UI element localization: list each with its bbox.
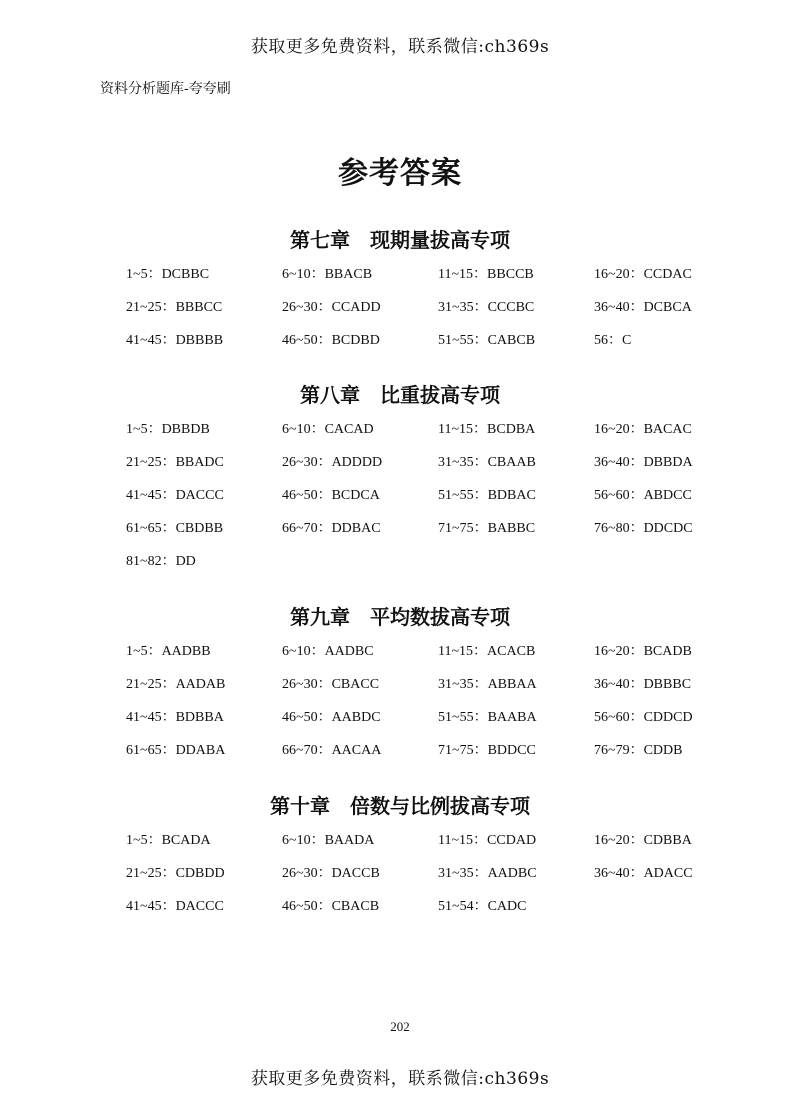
answer-item: 31~35：CCCBC (438, 300, 535, 315)
answer-item: 31~35：AADBC (438, 866, 537, 881)
chapter-name: 平均数拔高专项 (370, 605, 510, 629)
answer-item: 11~15：BCDBA (438, 422, 536, 437)
answer-item: 41~45：DACCC (126, 899, 224, 914)
answer-item: 71~75：BABBC (438, 521, 536, 536)
answer-item: 1~5：BCADA (126, 833, 211, 848)
chapter-8 (0, 381, 800, 586)
chapter-title (0, 226, 800, 254)
answer-item: 16~20：CCDAC (594, 267, 692, 282)
answer-item: 51~55：CABCB (438, 333, 536, 348)
chapter-title (0, 792, 800, 820)
answer-item: 66~70：AACAA (282, 743, 382, 758)
answer-item: 6~10：BBACB (282, 267, 373, 282)
answer-item: 61~65：CBDBB (126, 521, 224, 536)
answer-item: 26~30：CCADD (282, 300, 381, 315)
answer-item: 51~54：CADC (438, 899, 527, 914)
chapter-9 (0, 603, 800, 775)
answer-item: 41~45：DACCC (126, 488, 224, 503)
chapter-label: 第九章 (290, 605, 350, 629)
chapter-title (0, 381, 800, 409)
answer-item: 71~75：BDDCC (438, 743, 536, 758)
answer-item: 11~15：BBCCB (438, 267, 534, 282)
answer-item: 26~30：CBACC (282, 677, 380, 692)
chapter-label: 第八章 (300, 383, 360, 407)
answer-item: 81~82：DD (126, 554, 196, 569)
answer-item: 61~65：DDABA (126, 743, 226, 758)
answer-item: 16~20：BACAC (594, 422, 692, 437)
page-title: 参考答案 (338, 156, 462, 191)
answer-item: 31~35：CBAAB (438, 455, 536, 470)
answer-item: 46~50：CBACB (282, 899, 380, 914)
answer-item: 46~50：AABDC (282, 710, 381, 725)
answer-grid (126, 832, 746, 931)
answer-item: 6~10：AADBC (282, 644, 374, 659)
answer-item: 46~50：BCDCA (282, 488, 380, 503)
answer-grid (126, 643, 746, 775)
answer-item: 36~40：DBBDA (594, 455, 693, 470)
answer-item: 31~35：ABBAA (438, 677, 537, 692)
chapter-title (0, 603, 800, 631)
watermark-bottom: 获取更多免费资料，联系微信:ch369s (250, 1069, 550, 1089)
answer-item: 21~25：BBBCC (126, 300, 223, 315)
answer-item: 1~5：AADBB (126, 644, 211, 659)
watermark-top: 获取更多免费资料，联系微信:ch369s (250, 37, 550, 57)
answer-item: 41~45：DBBBB (126, 333, 224, 348)
chapter-name: 现期量拔高专项 (370, 228, 510, 252)
answer-item: 6~10：BAADA (282, 833, 375, 848)
answer-item: 66~70：DDBAC (282, 521, 381, 536)
answer-item: 6~10：CACAD (282, 422, 374, 437)
answer-item: 21~25：BBADC (126, 455, 224, 470)
answer-item: 56：C (594, 333, 632, 348)
answer-item: 56~60：CDDCD (594, 710, 693, 725)
answer-item: 76~80：DDCDC (594, 521, 693, 536)
answer-item: 46~50：BCDBD (282, 333, 380, 348)
answer-item: 36~40：ADACC (594, 866, 693, 881)
answer-item: 76~79：CDDB (594, 743, 683, 758)
answer-item: 56~60：ABDCC (594, 488, 692, 503)
answer-item: 11~15：CCDAD (438, 833, 537, 848)
answer-item: 1~5：DBBDB (126, 422, 210, 437)
answer-item: 26~30：ADDDD (282, 455, 383, 470)
answer-item: 16~20：CDBBA (594, 833, 692, 848)
answer-grid (126, 266, 746, 365)
chapter-label: 第七章 (290, 228, 350, 252)
chapter-name: 比重拔高专项 (380, 383, 500, 407)
answer-item: 26~30：DACCB (282, 866, 380, 881)
page-number: 202 (390, 1019, 410, 1034)
answer-item: 21~25：AADAB (126, 677, 226, 692)
chapter-name: 倍数与比例拔高专项 (350, 794, 530, 818)
answer-item: 16~20：BCADB (594, 644, 692, 659)
answer-item: 21~25：CDBDD (126, 866, 225, 881)
chapter-7 (0, 226, 800, 365)
answer-item: 51~55：BAABA (438, 710, 537, 725)
answer-item: 36~40：DCBCA (594, 300, 692, 315)
answer-item: 1~5：DCBBC (126, 267, 210, 282)
chapter-label: 第十章 (270, 794, 330, 818)
answer-item: 41~45：BDBBA (126, 710, 224, 725)
answer-item: 11~15：ACACB (438, 644, 536, 659)
header-label: 资料分析题库-夸夸刷 (100, 81, 231, 97)
answer-item: 36~40：DBBBC (594, 677, 692, 692)
answer-item: 51~55：BDBAC (438, 488, 536, 503)
chapter-10 (0, 792, 800, 931)
answer-grid (126, 421, 746, 586)
